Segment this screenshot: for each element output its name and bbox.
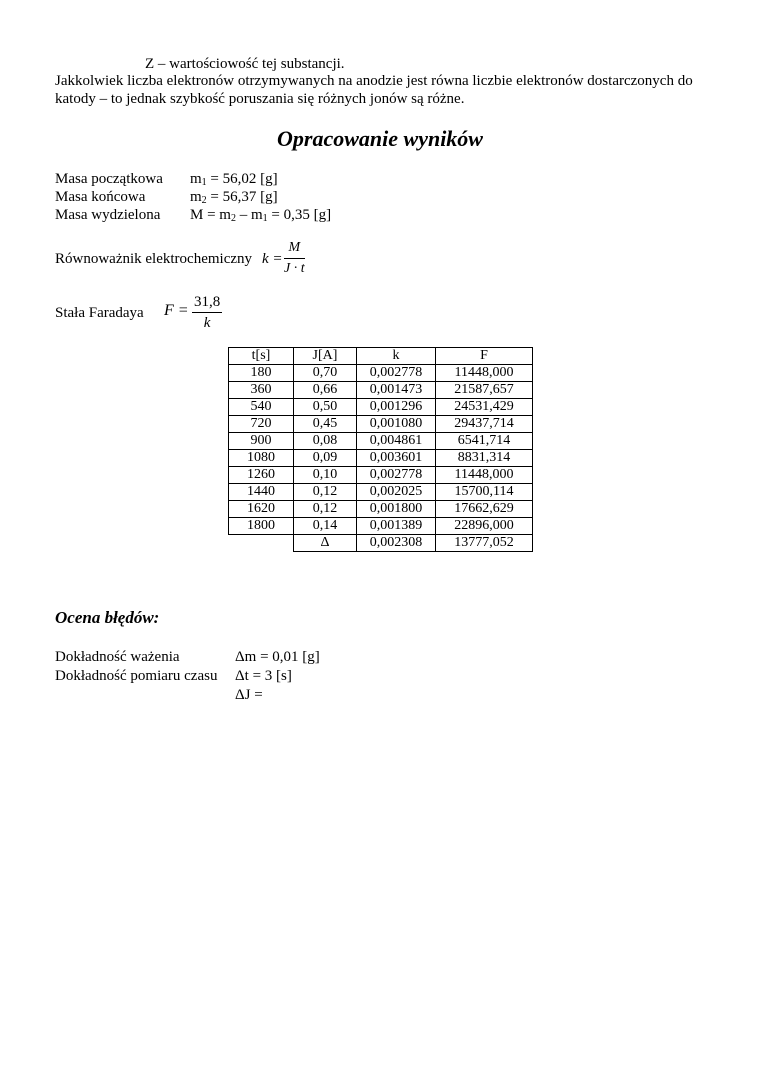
error-time-label: Dokładność pomiaru czasu [55,668,218,684]
table-body [229,365,533,535]
cell-k: 0,001473 [357,382,436,399]
cell-time: 360 [229,382,294,399]
cell-k: 0,001800 [357,501,436,518]
cell-time: 540 [229,399,294,416]
equivalent-denominator: J · t [284,261,305,276]
cell-k: 0,003601 [357,450,436,467]
section-title: Opracowanie wyników [277,126,483,151]
cell-f: 24531,429 [436,399,533,416]
intro-paragraph: Jakkolwiek liczba elektronów otrzymywanych na anodzie jest równa liczbie elektronów dostarczonych do katody – to jednak szybkość poruszania się różnych jonów są różne. [55,73,693,107]
cell-f: 8831,314 [436,450,533,467]
table-row [229,416,533,433]
summary-row [229,535,533,552]
cell-k: 0,001389 [357,518,436,535]
cell-current: 0,14 [294,518,357,535]
table-row [229,501,533,518]
errors-heading: Ocena błędów: [55,608,160,627]
cell-current: 0,45 [294,416,357,433]
table-row [229,382,533,399]
cell-f: 11448,000 [436,365,533,382]
cell-time: 1080 [229,450,294,467]
table-row [229,450,533,467]
equivalent-label: Równoważnik elektrochemiczny [55,251,253,267]
table-row [229,484,533,501]
cell-current: 0,50 [294,399,357,416]
cell-k: 0,004861 [357,433,436,450]
error-weighing-value: Δm = 0,01 [g] [235,649,320,665]
cell-current: 0,12 [294,501,357,518]
cell-k: 0,002778 [357,467,436,484]
mass-deposited-label: Masa wydzielona [55,207,161,223]
cell-time: 180 [229,365,294,382]
table-row [229,365,533,382]
cell-time: 720 [229,416,294,433]
results-table [228,347,533,552]
cell-time: 1620 [229,501,294,518]
summary-f: 13777,052 [436,535,533,552]
mass-deposited-value: $M = m_2 - m_1 = 0,35$ [g] [190,207,332,224]
table-row [229,399,533,416]
header-current: J[A] [294,348,357,365]
cell-k: 0,002025 [357,484,436,501]
table-row [229,433,533,450]
error-time-value: Δt = 3 [s] [235,668,292,684]
faraday-fraction [192,294,222,331]
cell-f: 29437,714 [436,416,533,433]
cell-k: 0,001080 [357,416,436,433]
cell-time: 1260 [229,467,294,484]
table-header-row [229,348,533,365]
header-time: t[s] [229,348,294,365]
cell-time: 900 [229,433,294,450]
cell-k: 0,001296 [357,399,436,416]
cell-f: 6541,714 [436,433,533,450]
cell-time: 1440 [229,484,294,501]
equivalent-numerator: M [284,240,305,259]
faraday-label: Stała Faradaya [55,305,144,321]
mass-initial-label: Masa początkowa [55,171,163,187]
error-current-value: ΔJ = [235,687,263,703]
table-row [229,518,533,535]
cell-f: 11448,000 [436,467,533,484]
cell-f: 15700,114 [436,484,533,501]
equivalent-lhs: k = [262,251,283,267]
mass-initial-value: $m_1 = 56,02$ [g] [190,171,278,188]
faraday-denominator: k [203,315,211,331]
mass-final-value: $m_2 = 56,37$ [g] [190,189,278,206]
cell-current: 0,08 [294,433,357,450]
cell-f: 17662,629 [436,501,533,518]
cell-current: 0,70 [294,365,357,382]
header-k: k [357,348,436,365]
cell-f: 22896,000 [436,518,533,535]
cell-current: 0,10 [294,467,357,484]
cell-k: 0,002778 [357,365,436,382]
cell-current: 0,09 [294,450,357,467]
summary-label: Δ [294,535,357,552]
faraday-lhs: F = [164,302,189,319]
cell-current: 0,12 [294,484,357,501]
summary-k: 0,002308 [357,535,436,552]
cell-time: 1800 [229,518,294,535]
error-weighing-label: Dokładność ważenia [55,649,180,665]
equivalent-fraction [284,240,305,277]
cell-f: 21587,657 [436,382,533,399]
table-row [229,467,533,484]
cell-current: 0,66 [294,382,357,399]
faraday-numerator: 31,8 [192,294,222,313]
valence-note: Z – wartościowość tej substancji. [145,56,345,72]
summary-empty-cell [229,535,294,552]
header-f: F [436,348,533,365]
mass-final-label: Masa końcowa [55,189,146,205]
